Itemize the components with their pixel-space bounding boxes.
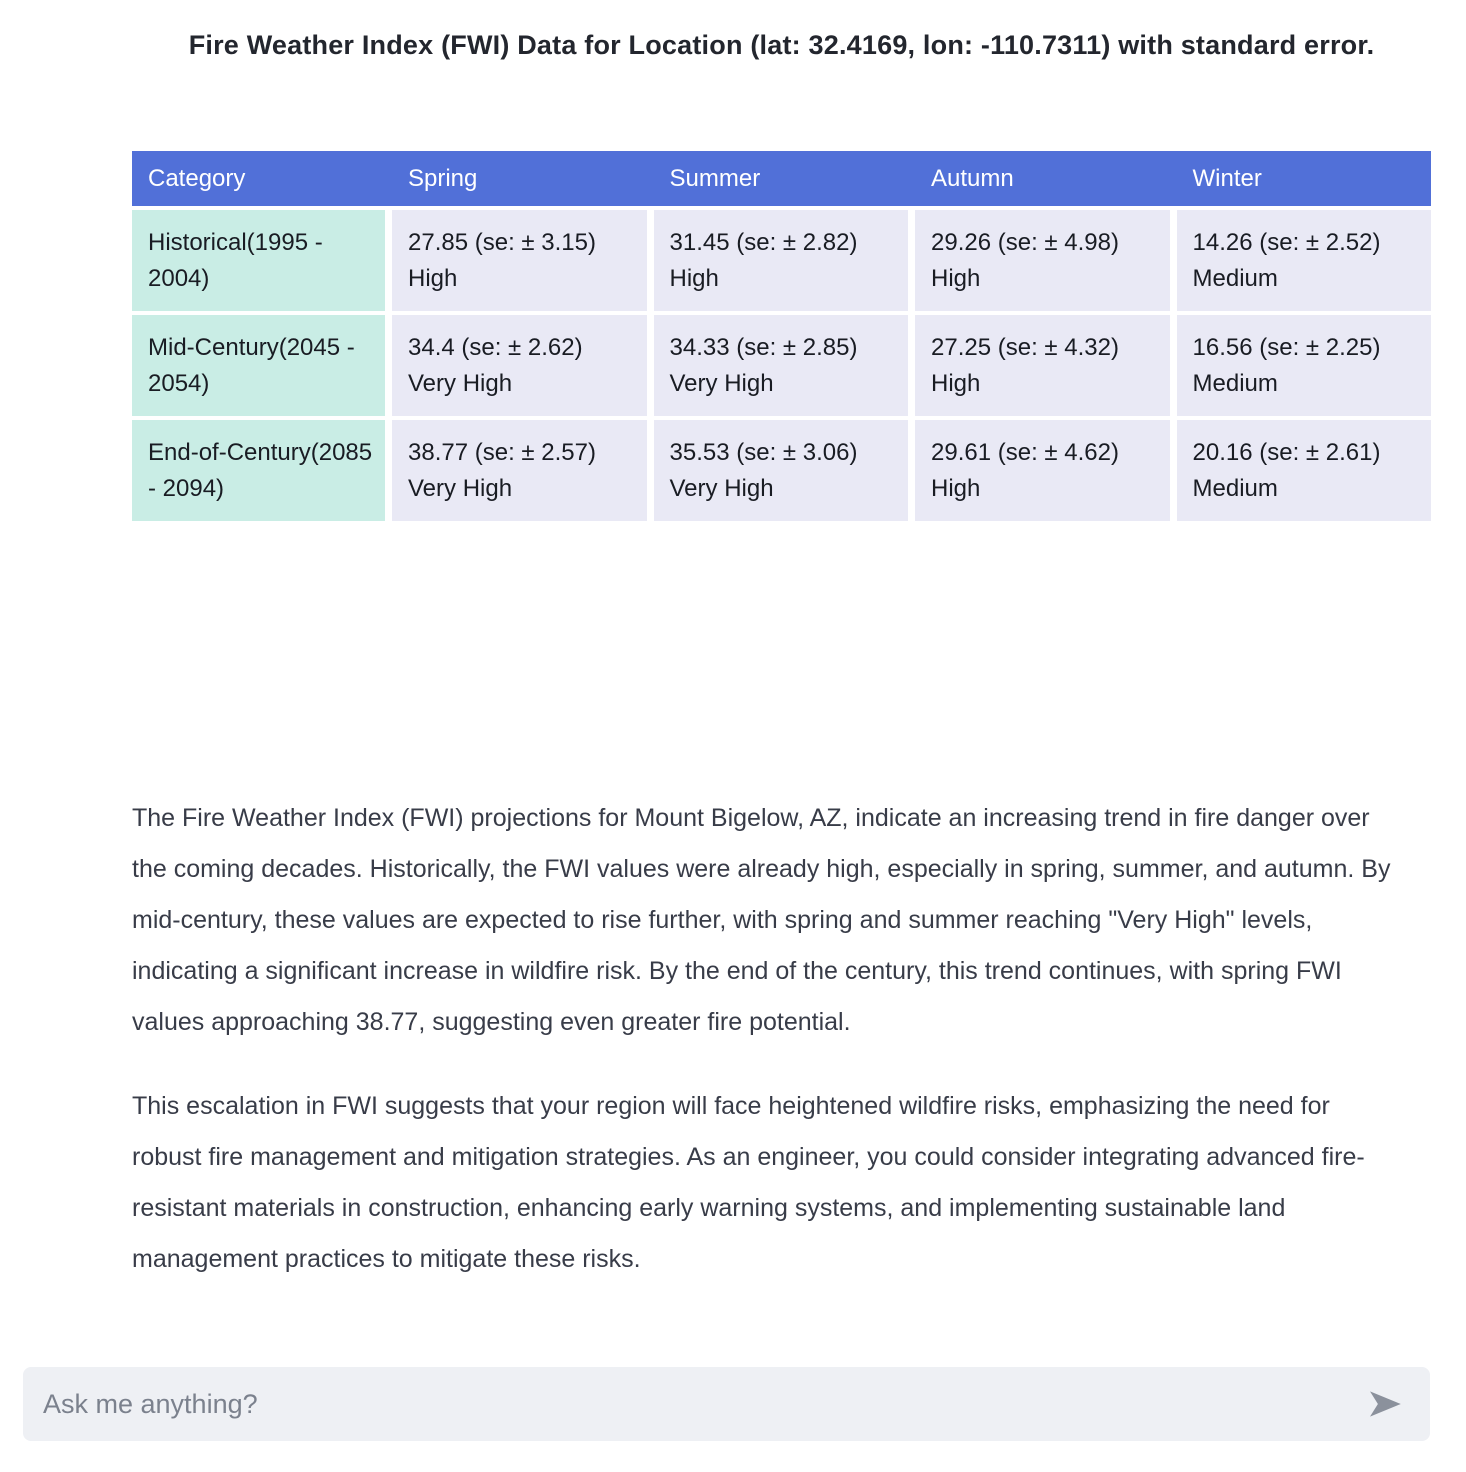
main-content xyxy=(132,0,1431,1285)
category-cell: Historical(1995 - 2004) xyxy=(132,210,385,311)
column-header-spring: Spring xyxy=(408,165,478,192)
risk-level: High xyxy=(931,369,981,397)
risk-level: Medium xyxy=(1192,264,1278,292)
fwi-table xyxy=(132,151,1431,521)
risk-level: Very High xyxy=(669,369,774,397)
risk-level: High xyxy=(408,264,458,292)
category-cell: End-of-Century(2085 - 2094) xyxy=(132,420,385,521)
fwi-value: 34.4 (se: ± 2.62) xyxy=(408,333,583,361)
fwi-value: 34.33 (se: ± 2.85) xyxy=(669,333,858,361)
answer-paragraph-2: This escalation in FWI suggests that your region will face heightened wildfire risks, emphasizing the need for robust fire management and mitigation strategies. As an engineer, you could consider integrating advanced fire-resistant materials in construction, enhancing early warning systems, and implementing sustainable land management practices to mitigate these risks. xyxy=(132,1092,1365,1273)
winter-value-cell xyxy=(1177,315,1432,416)
page-title: Fire Weather Index (FWI) Data for Location (lat: 32.4169, lon: -110.7311) with standard error. xyxy=(188,30,1375,60)
summer-value-cell xyxy=(654,315,909,416)
spring-value-cell xyxy=(392,315,647,416)
fwi-value: 31.45 (se: ± 2.82) xyxy=(669,228,858,256)
category-cell: Mid-Century(2045 - 2054) xyxy=(132,315,385,416)
risk-level: High xyxy=(931,264,981,292)
column-header-autumn: Autumn xyxy=(931,165,1014,192)
spring-value-cell xyxy=(392,420,647,521)
fwi-value: 27.85 (se: ± 3.15) xyxy=(408,228,596,256)
fwi-value: 38.77 (se: ± 2.57) xyxy=(408,438,596,466)
fwi-value: 27.25 (se: ± 4.32) xyxy=(931,333,1119,361)
autumn-value-cell xyxy=(915,210,1170,311)
risk-level: High xyxy=(669,264,719,292)
fwi-value: 16.56 (se: ± 2.25) xyxy=(1192,333,1381,361)
send-button[interactable] xyxy=(1356,1367,1430,1441)
summer-value-cell xyxy=(654,210,909,311)
chat-input-bar xyxy=(23,1367,1430,1441)
risk-level: Very High xyxy=(669,474,774,502)
table-body xyxy=(132,210,1431,521)
fwi-value: 29.26 (se: ± 4.98) xyxy=(931,228,1119,256)
column-header-winter: Winter xyxy=(1192,165,1262,192)
table-row xyxy=(132,420,1431,521)
column-header-summer: Summer xyxy=(669,165,761,192)
winter-value-cell xyxy=(1177,210,1432,311)
risk-level: Medium xyxy=(1192,369,1278,397)
summer-value-cell xyxy=(654,420,909,521)
column-header-category: Category xyxy=(148,165,246,192)
send-arrow-icon xyxy=(1366,1389,1404,1419)
autumn-value-cell xyxy=(915,420,1170,521)
risk-level: Medium xyxy=(1192,474,1278,502)
chat-input[interactable] xyxy=(23,1367,1356,1441)
risk-level: Very High xyxy=(408,474,513,502)
fwi-value: 29.61 (se: ± 4.62) xyxy=(931,438,1119,466)
risk-level: Very High xyxy=(408,369,513,397)
autumn-value-cell xyxy=(915,315,1170,416)
table-header-row xyxy=(132,151,1431,206)
fwi-value: 35.53 (se: ± 3.06) xyxy=(669,438,858,466)
spring-value-cell xyxy=(392,210,647,311)
assistant-answer xyxy=(132,793,1406,1285)
table-row xyxy=(132,210,1431,311)
table-row xyxy=(132,315,1431,416)
risk-level: High xyxy=(931,474,981,502)
answer-paragraph-1: The Fire Weather Index (FWI) projections for Mount Bigelow, AZ, indicate an increasing trend in fire danger over the coming decades. Historically, the FWI values were already high, especially in spring, summer, and autumn. By mid-century, these values are expected to rise further, with spring and summer reaching "Very High" levels, indicating a significant increase in wildfire risk. By the end of the century, this trend continues, with spring FWI values approaching 38.77, suggesting even greater fire potential. xyxy=(132,804,1391,1036)
fwi-value: 14.26 (se: ± 2.52) xyxy=(1192,228,1381,256)
winter-value-cell xyxy=(1177,420,1432,521)
fwi-value: 20.16 (se: ± 2.61) xyxy=(1192,438,1381,466)
